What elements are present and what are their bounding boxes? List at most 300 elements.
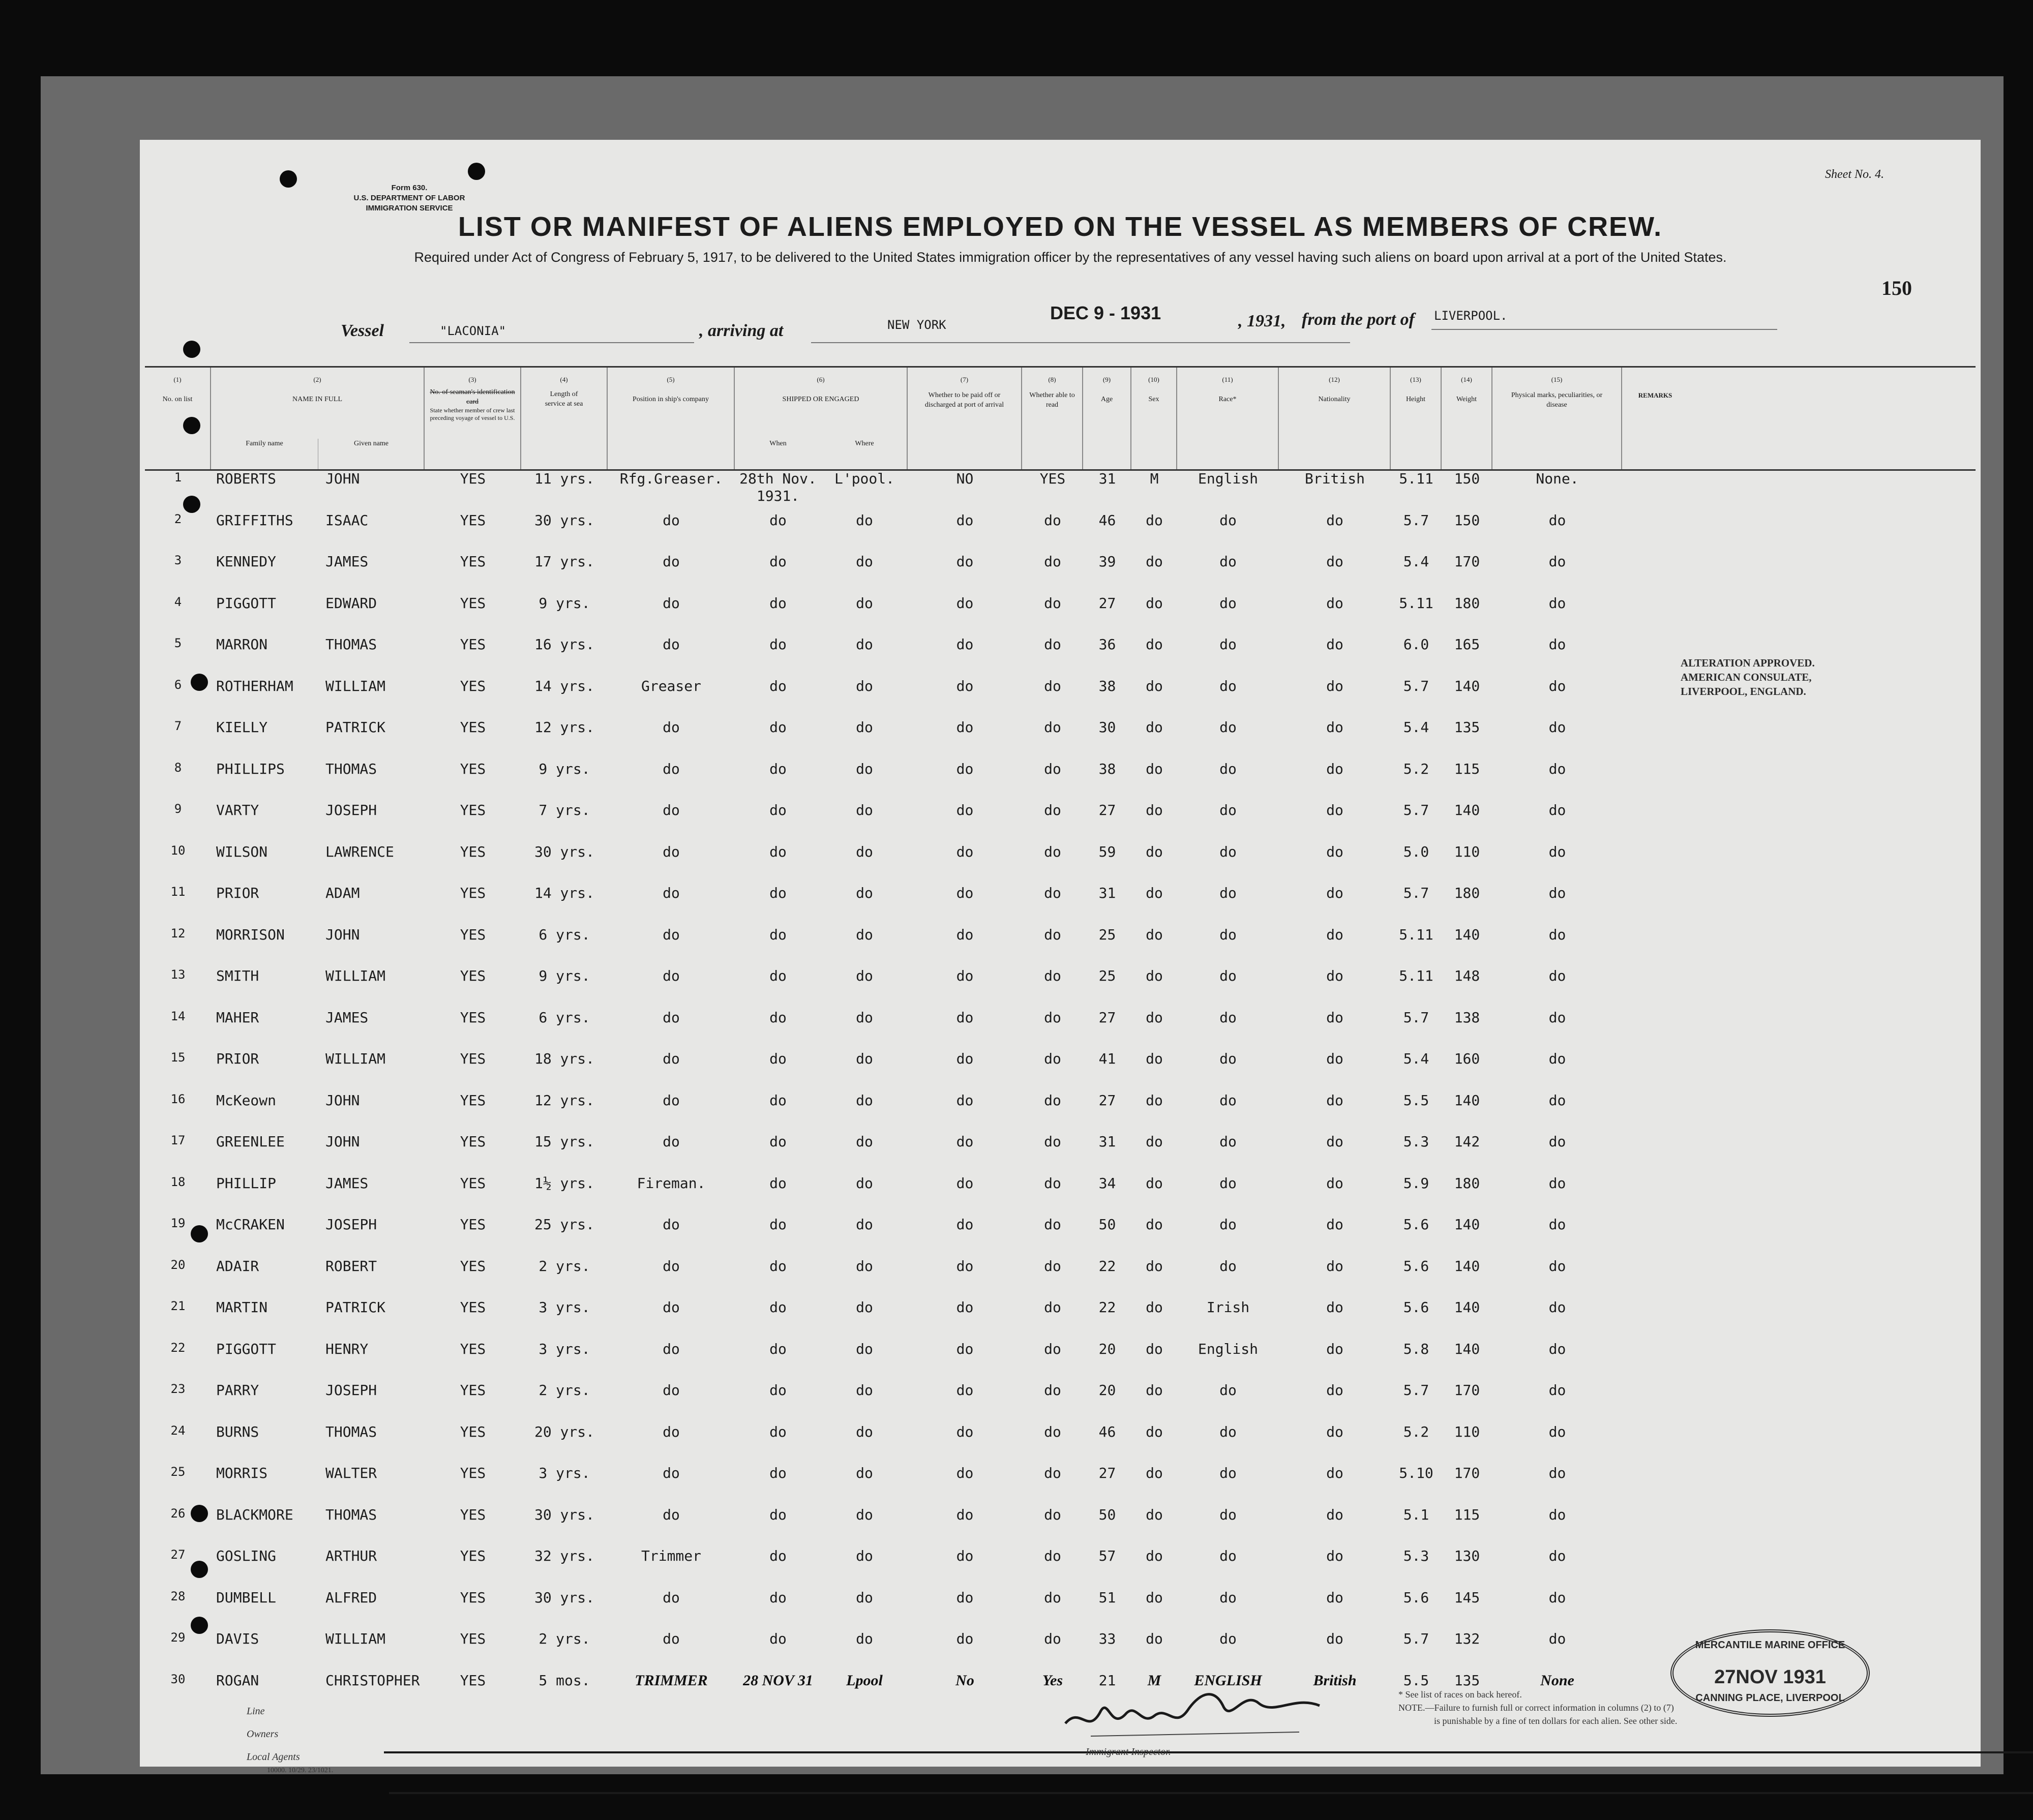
cell-race: do [1219, 1465, 1237, 1481]
cell-marks: do [1548, 843, 1566, 860]
cell-nationality: do [1326, 843, 1343, 860]
cell-when: do [769, 553, 787, 570]
cell-where: do [856, 553, 873, 570]
cell-where: do [856, 1589, 873, 1606]
cell-marks: do [1548, 1423, 1566, 1440]
cell-sex: do [1146, 1589, 1163, 1606]
cell-paid: do [956, 1630, 974, 1647]
cell-position: do [663, 926, 680, 943]
table-row [145, 1506, 1976, 1544]
cell-family: ROBERTS [216, 470, 277, 487]
cell-marks: do [1548, 802, 1566, 818]
cell-no: 21 [170, 1299, 186, 1313]
cell-height: 5.9 [1403, 1174, 1429, 1192]
cell-height: 5.8 [1403, 1340, 1429, 1357]
cell-height: 5.2 [1403, 1423, 1429, 1440]
cell-position: do [663, 636, 680, 653]
punch-hole [468, 163, 485, 180]
punch-hole [183, 341, 200, 358]
cell-height: 5.1 [1403, 1506, 1429, 1523]
cell-nationality: do [1326, 967, 1343, 984]
cell-when: do [769, 636, 787, 653]
header-paid-off: (7) Whether to be paid off or discharged at port of arrival [908, 368, 1022, 469]
cell-nationality: do [1326, 802, 1343, 818]
cell-sex: do [1146, 1506, 1163, 1523]
cell-sex: do [1146, 1091, 1163, 1109]
cell-height: 5.7 [1403, 1630, 1429, 1647]
cell-nationality: do [1326, 677, 1343, 694]
cell-weight: 150 [1454, 511, 1480, 529]
cell-given: EDWARD [325, 594, 377, 612]
cell-family: PHILLIP [216, 1174, 277, 1192]
cell-position: do [663, 885, 680, 901]
cell-race: do [1219, 1382, 1237, 1399]
from-port-underline [1431, 329, 1777, 330]
from-port-value: LIVERPOOL. [1434, 309, 1508, 323]
alteration-stamp: ALTERATION APPROVED. AMERICAN CONSULATE, LIVERPOOL, ENGLAND. [1681, 657, 1815, 697]
cell-when: do [769, 885, 787, 901]
cell-paid: do [956, 885, 974, 901]
cell-family: ROTHERHAM [216, 677, 293, 694]
cell-weight: 170 [1454, 1465, 1480, 1481]
cell-where: do [856, 843, 873, 860]
cell-age: 50 [1098, 1216, 1116, 1233]
cell-weight: 140 [1454, 1299, 1480, 1316]
cell-no: 3 [174, 553, 182, 567]
cell-marks: do [1548, 1050, 1566, 1067]
header-race: (11) Race* [1177, 368, 1279, 469]
cell-given: ISAAC [325, 511, 369, 529]
cell-weight: 135 [1454, 1672, 1480, 1689]
cell-age: 27 [1098, 594, 1116, 612]
cell-sex: do [1146, 926, 1163, 943]
cell-no: 27 [170, 1548, 186, 1562]
header-given-name: Given name [353, 440, 389, 447]
cell-when: do [769, 1630, 787, 1647]
cell-marks: do [1548, 1548, 1566, 1564]
cell-weight: 145 [1454, 1589, 1480, 1606]
cell-paid: do [956, 1050, 974, 1067]
cell-nationality: do [1326, 1548, 1343, 1564]
cell-where: do [856, 636, 873, 653]
cell-age: 57 [1098, 1548, 1116, 1564]
cell-nationality: do [1326, 1133, 1343, 1150]
cell-read: do [1044, 1465, 1061, 1481]
cell-sex: do [1146, 594, 1163, 612]
year-label: , 1931, [1238, 312, 1286, 330]
table-row [145, 885, 1976, 922]
cell-given: JOSEPH [325, 1382, 377, 1399]
cell-paid: do [956, 1299, 974, 1316]
cell-position: do [663, 1299, 680, 1316]
cell-family: MAHER [216, 1009, 259, 1026]
cell-marks: do [1548, 1009, 1566, 1026]
cell-paid: do [956, 677, 974, 694]
cell-marks: do [1548, 1382, 1566, 1399]
cell-age: 31 [1098, 885, 1116, 901]
cell-nationality: do [1326, 1091, 1343, 1109]
cell-when: do [769, 677, 787, 694]
cell-given: ROBERT [325, 1257, 377, 1275]
cell-given: ARTHUR [325, 1548, 377, 1564]
cell-when: do [769, 719, 787, 736]
cell-service: 9 yrs. [539, 760, 590, 777]
cell-marks: do [1548, 1506, 1566, 1523]
table-row [145, 719, 1976, 756]
cell-position: Fireman. [637, 1174, 706, 1192]
cell-when: do [769, 760, 787, 777]
cell-when: do [769, 1009, 787, 1026]
cell-race: do [1219, 885, 1237, 901]
cell-read: do [1044, 1216, 1061, 1233]
cell-where: do [856, 885, 873, 901]
cell-given: CHRISTOPHER [325, 1672, 420, 1689]
cell-service: 3 yrs. [539, 1340, 590, 1357]
cell-weight: 148 [1454, 967, 1480, 984]
cell-position: do [663, 1465, 680, 1481]
table-row [145, 1299, 1976, 1337]
cell-paid: NO [956, 470, 974, 487]
cell-when: do [769, 1382, 787, 1399]
cell-age: 50 [1098, 1506, 1116, 1523]
cell-nationality: do [1326, 553, 1343, 570]
cell-prev: YES [460, 1506, 486, 1523]
header-nationality: (12) Nationality [1279, 368, 1391, 469]
cell-prev: YES [460, 1630, 486, 1647]
cell-service: 30 yrs. [534, 1506, 594, 1523]
cell-no: 20 [170, 1257, 186, 1272]
cell-sex: do [1146, 511, 1163, 529]
cell-weight: 165 [1454, 636, 1480, 653]
cell-sex: do [1146, 1630, 1163, 1647]
cell-service: 17 yrs. [534, 553, 594, 570]
cell-height: 5.7 [1403, 1009, 1429, 1026]
cell-when: do [769, 1423, 787, 1440]
cell-no: 18 [170, 1174, 186, 1189]
cell-weight: 130 [1454, 1548, 1480, 1564]
cell-family: PIGGOTT [216, 594, 277, 612]
cell-where: do [856, 1050, 873, 1067]
cell-race: do [1219, 553, 1237, 570]
column-headers [145, 366, 1976, 471]
cell-service: 30 yrs. [534, 1589, 594, 1606]
cell-paid: do [956, 802, 974, 818]
cell-weight: 150 [1454, 470, 1480, 487]
cell-weight: 142 [1454, 1133, 1480, 1150]
cell-family: MARTIN [216, 1299, 268, 1316]
header-position: (5) Position in ship's company [608, 368, 735, 469]
cell-position: do [663, 1216, 680, 1233]
cell-where: L'pool. [834, 470, 894, 487]
cell-read: YES [1039, 470, 1066, 487]
cell-where: do [856, 1216, 873, 1233]
cell-given: WILLIAM [325, 1050, 386, 1067]
cell-weight: 180 [1454, 594, 1480, 612]
cell-race: do [1219, 594, 1237, 612]
cell-family: VARTY [216, 802, 259, 818]
cell-age: 30 [1098, 719, 1116, 736]
cell-weight: 140 [1454, 1216, 1480, 1233]
cell-no: 11 [170, 885, 186, 899]
cell-paid: do [956, 1340, 974, 1357]
cell-no: 14 [170, 1009, 186, 1023]
cell-height: 5.7 [1403, 1382, 1429, 1399]
cell-given: WILLIAM [325, 1630, 386, 1647]
cell-age: 33 [1098, 1630, 1116, 1647]
cell-given: JOHN [325, 1133, 360, 1150]
cell-nationality: do [1326, 1506, 1343, 1523]
cell-sex: do [1146, 1299, 1163, 1316]
table-row [145, 1423, 1976, 1461]
cell-sex: do [1146, 1009, 1163, 1026]
cell-position: do [663, 1589, 680, 1606]
cell-height: 5.11 [1399, 470, 1433, 487]
cell-prev: YES [460, 1340, 486, 1357]
cell-position: Greaser [641, 677, 701, 694]
cell-marks: do [1548, 553, 1566, 570]
cell-nationality: do [1326, 511, 1343, 529]
cell-sex: do [1146, 1133, 1163, 1150]
cell-family: PIGGOTT [216, 1340, 277, 1357]
cell-position: do [663, 594, 680, 612]
cell-given: THOMAS [325, 1423, 377, 1440]
cell-marks: do [1548, 760, 1566, 777]
cell-read: do [1044, 511, 1061, 529]
cell-marks: do [1548, 719, 1566, 736]
cell-sex: do [1146, 553, 1163, 570]
cell-service: 11 yrs. [534, 470, 594, 487]
cell-family: PARRY [216, 1382, 259, 1399]
cell-sex: do [1146, 1465, 1163, 1481]
cell-where: do [856, 926, 873, 943]
cell-where: do [856, 1630, 873, 1647]
cell-when: do [769, 1589, 787, 1606]
cell-age: 46 [1098, 1423, 1116, 1440]
cell-age: 27 [1098, 1091, 1116, 1109]
cell-marks: do [1548, 1216, 1566, 1233]
cell-marks: do [1548, 926, 1566, 943]
cell-no: 29 [170, 1630, 186, 1645]
cell-no: 6 [174, 677, 182, 692]
cell-family: KENNEDY [216, 553, 277, 570]
table-row [145, 1589, 1976, 1627]
cell-no: 23 [170, 1382, 186, 1396]
table-row [145, 1548, 1976, 1585]
cell-marks: do [1548, 1630, 1566, 1647]
cell-nationality: do [1326, 1423, 1343, 1440]
cell-where: do [856, 719, 873, 736]
cell-sex: do [1146, 967, 1163, 984]
cell-service: 12 yrs. [534, 719, 594, 736]
cell-race: do [1219, 719, 1237, 736]
cell-marks: do [1548, 1257, 1566, 1275]
cell-weight: 140 [1454, 1257, 1480, 1275]
cell-family: ROGAN [216, 1672, 259, 1689]
cell-paid: do [956, 1548, 974, 1564]
cell-age: 20 [1098, 1382, 1116, 1399]
cell-race: English [1198, 470, 1258, 487]
table-row [145, 1009, 1976, 1047]
cell-nationality: do [1326, 1465, 1343, 1481]
cell-age: 38 [1098, 760, 1116, 777]
cell-position: do [663, 1050, 680, 1067]
table-row [145, 1216, 1976, 1254]
cell-sex: do [1146, 1382, 1163, 1399]
cell-race: do [1219, 1423, 1237, 1440]
cell-paid: do [956, 511, 974, 529]
cell-prev: YES [460, 1216, 486, 1233]
cell-nationality: do [1326, 594, 1343, 612]
cell-race: Irish [1206, 1299, 1250, 1316]
cell-read: do [1044, 760, 1061, 777]
cell-height: 5.2 [1403, 760, 1429, 777]
cell-where: do [856, 1423, 873, 1440]
cell-given: ADAM [325, 885, 360, 901]
header-previous-voyage: (3) No. of seaman's identification card State whether member of crew last preceding voyage of vessel to U.S. [425, 368, 521, 469]
cell-race: do [1219, 802, 1237, 818]
cell-race: do [1219, 1009, 1237, 1026]
cell-service: 3 yrs. [539, 1299, 590, 1316]
cell-position: do [663, 511, 680, 529]
cell-read: do [1044, 1009, 1061, 1026]
cell-given: JOHN [325, 470, 360, 487]
cell-marks: do [1548, 677, 1566, 694]
print-code: 10000. 10/29. 23/1021. [267, 1767, 334, 1774]
cell-prev: YES [460, 553, 486, 570]
cell-where: do [856, 1009, 873, 1026]
cell-prev: YES [460, 760, 486, 777]
cell-given: JAMES [325, 1009, 369, 1026]
local-agents-label: Local Agents [247, 1751, 300, 1763]
cell-when: do [769, 1050, 787, 1067]
header-service-length: (4) Length of service at sea [521, 368, 608, 469]
page-subtitle: Required under Act of Congress of February 5, 1917, to be delivered to the United States immigration officer by the representatives of any vessel having such aliens on board upon arrival at a port of the United States. [414, 250, 1727, 265]
cell-given: LAWRENCE [325, 843, 394, 860]
header-name: (2) NAME IN FULL Family name Given name [211, 368, 425, 469]
cell-read: do [1044, 1091, 1061, 1109]
cell-sex: do [1146, 760, 1163, 777]
cell-height: 5.11 [1399, 967, 1433, 984]
cell-marks: do [1548, 1340, 1566, 1357]
cell-given: THOMAS [325, 636, 377, 653]
cell-read: do [1044, 926, 1061, 943]
cell-height: 5.7 [1403, 802, 1429, 818]
cell-paid: do [956, 760, 974, 777]
cell-service: 18 yrs. [534, 1050, 594, 1067]
cell-when: do [769, 926, 787, 943]
cell-race: do [1219, 1216, 1237, 1233]
cell-no: 9 [174, 802, 182, 816]
cell-height: 6.0 [1403, 636, 1429, 653]
cell-paid: do [956, 1257, 974, 1275]
service-name: IMMIGRATION SERVICE [366, 204, 453, 213]
cell-nationality: do [1326, 1009, 1343, 1026]
cell-no: 1 [174, 470, 182, 484]
cell-given: JAMES [325, 553, 369, 570]
cell-read: do [1044, 1506, 1061, 1523]
cell-prev: YES [460, 1299, 486, 1316]
manifest-sheet [140, 140, 1981, 1774]
cell-given: WALTER [325, 1465, 377, 1481]
cell-where: do [856, 1174, 873, 1192]
cell-service: 2 yrs. [539, 1630, 590, 1647]
cell-race: do [1219, 511, 1237, 529]
cell-marks: do [1548, 1091, 1566, 1109]
cell-when: do [769, 594, 787, 612]
inspector-caption: Immigrant Inspector. [1086, 1746, 1171, 1757]
cell-when: do [769, 1548, 787, 1564]
cell-weight: 140 [1454, 802, 1480, 818]
cell-read: do [1044, 1133, 1061, 1150]
cell-read: do [1044, 1423, 1061, 1440]
cell-paid: do [956, 636, 974, 653]
cell-no: 25 [170, 1465, 186, 1479]
form-number: Form 630. [391, 184, 428, 192]
cell-prev: YES [460, 594, 486, 612]
cell-service: 2 yrs. [539, 1382, 590, 1399]
cell-position: do [663, 1382, 680, 1399]
cell-where: do [856, 1465, 873, 1481]
line-label: Line [247, 1706, 265, 1717]
table-row [145, 1382, 1976, 1419]
cell-height: 5.7 [1403, 885, 1429, 901]
cell-service: 9 yrs. [539, 594, 590, 612]
cell-when: 28th Nov. 1931. [739, 470, 817, 504]
cell-no: 2 [174, 511, 182, 526]
cell-race: do [1219, 677, 1237, 694]
cell-service: 14 yrs. [534, 677, 594, 694]
cell-race: do [1219, 1630, 1237, 1647]
cell-age: 41 [1098, 1050, 1116, 1067]
cell-paid: do [956, 1589, 974, 1606]
cell-prev: YES [460, 1257, 486, 1275]
cell-height: 5.3 [1403, 1548, 1429, 1564]
list-end-line [389, 1792, 2033, 1794]
table-row [145, 1341, 1976, 1378]
page-count: 150 [1881, 277, 1912, 299]
cell-weight: 115 [1454, 1506, 1480, 1523]
cell-position: do [663, 1423, 680, 1440]
cell-where: do [856, 1382, 873, 1399]
cell-sex: do [1146, 1050, 1163, 1067]
cell-service: 3 yrs. [539, 1465, 590, 1481]
cell-race: do [1219, 1506, 1237, 1523]
cell-paid: do [956, 1133, 974, 1150]
cell-sex: do [1146, 885, 1163, 901]
cell-service: 6 yrs. [539, 926, 590, 943]
cell-marks: do [1548, 1465, 1566, 1481]
cell-when: do [769, 1216, 787, 1233]
header-height: (13) Height [1391, 368, 1442, 469]
date-stamp: DEC 9 - 1931 [1050, 302, 1161, 323]
table-row [145, 553, 1976, 591]
cell-prev: YES [460, 926, 486, 943]
cell-when: do [769, 1091, 787, 1109]
vessel-label: Vessel [341, 321, 384, 340]
cell-position: do [663, 843, 680, 860]
cell-family: McCRAKEN [216, 1216, 285, 1233]
vessel-value: "LACONIA" [440, 324, 506, 338]
cell-nationality: do [1326, 760, 1343, 777]
cell-race: do [1219, 967, 1237, 984]
cell-prev: YES [460, 802, 486, 818]
cell-race: do [1219, 1050, 1237, 1067]
cell-given: JOHN [325, 926, 360, 943]
cell-where: do [856, 802, 873, 818]
cell-sex: M [1147, 1672, 1161, 1689]
cell-no: 30 [170, 1672, 186, 1686]
cell-age: 25 [1098, 926, 1116, 943]
